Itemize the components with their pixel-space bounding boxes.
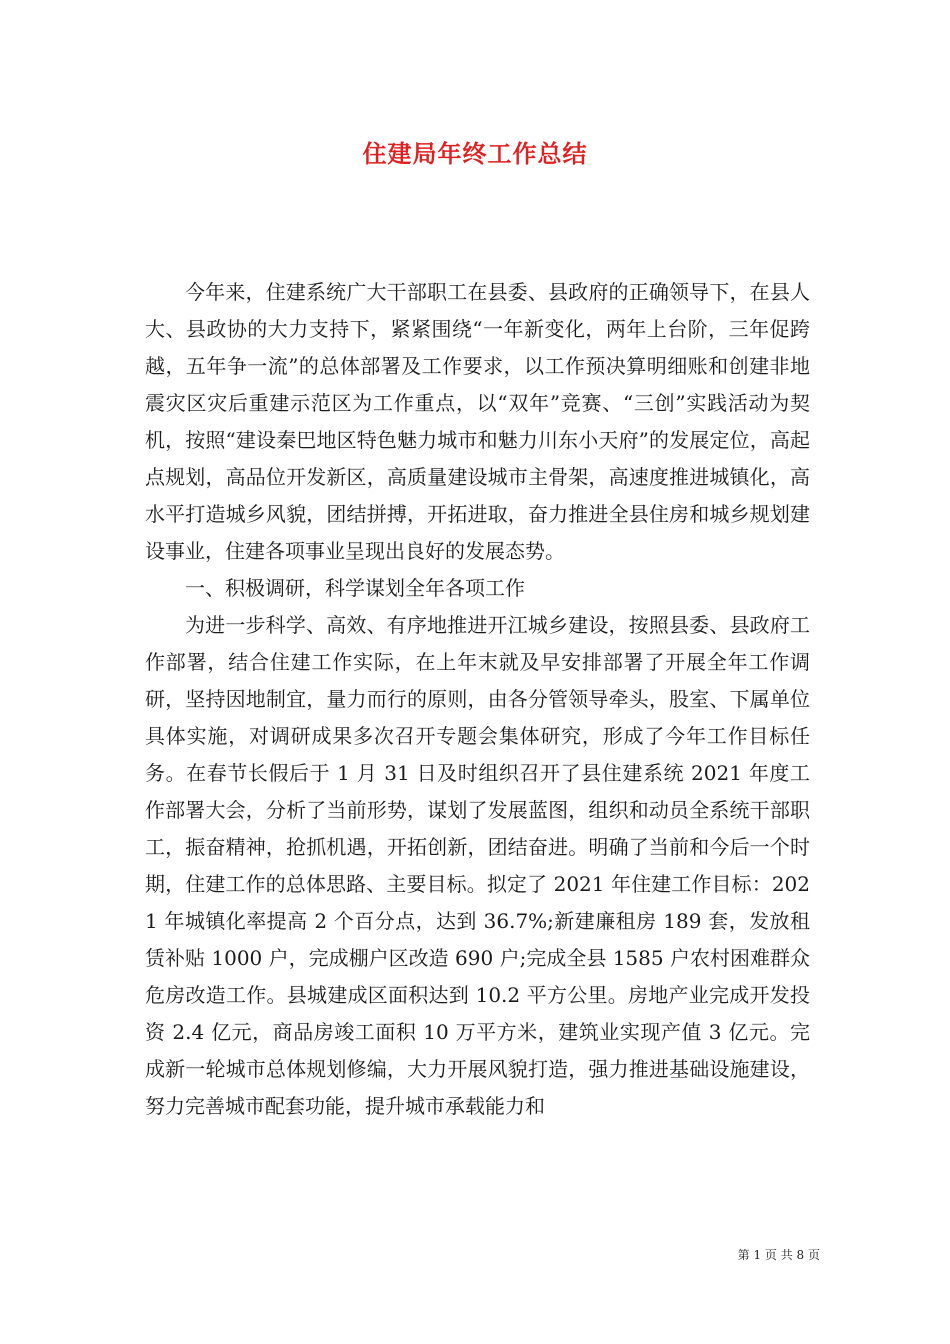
document-body <box>145 274 810 1125</box>
paragraph-intro: 今年来，住建系统广大干部职工在县委、县政府的正确领导下，在县人大、县政协的大力支持下，紧紧围绕“一年新变化，两年上台阶，三年促跨越，五年争一流”的总体部署及工作要求，以工作预决算明细账和创建非地震灾区灾后重建示范区为工作重点，以“双年”竞赛、“三创”实践活动为契机，按照“建设秦巴地区特色魅力城市和魅力川东小天府”的发展定位，高起点规划，高品位开发新区，高质量建设城市主骨架，高速度推进城镇化，高水平打造城乡风貌，团结拼搏，开拓进取，奋力推进全县住房和城乡规划建设事业，住建各项事业呈现出良好的发展态势。 <box>145 280 810 563</box>
page-number: 第 1 页 共 8 页 <box>737 1248 820 1262</box>
paragraph-section-1: 为进一步科学、高效、有序地推进开江城乡建设，按照县委、县政府工作部署，结合住建工作实际，在上年末就及早安排部署了开展全年工作调研，坚持因地制宜，量力而行的原则，由各分管领导牵头，股室、下属单位具体实施，对调研成果多次召开专题会集体研究，形成了今年工作目标任务。在春节长假后于 1 月 31 日及时组织召开了县住建系统 2021 年度工作部署大会，分析了当前形势，谋划了发展蓝图，组织和动员全系统干部职工，振奋精神，抢抓机遇，开拓创新，团结奋进。明确了当前和今后一个时期，住建工作的总体思路、主要目标。拟定了 2021 年住建工作目标：2021 年城镇化率提高 2 个百分点，达到 36.7%;新建廉租房 189 套，发放租赁补贴 1000 户，完成棚户区改造 690 户;完成全县 1585 户农村困难群众危房改造工作。县城建成区面积达到 10.2 平方公里。房地产业完成开发投资 2.4 亿元，商品房竣工面积 10 万平方米，建筑业实现产值 3 亿元。完成新一轮城市总体规划修编，大力开展风貌打造，强力推进基础设施建设，努力完善城市配套功能，提升城市承载能力和 <box>145 613 810 1118</box>
section-heading-1: 一、积极调研，科学谋划全年各项工作 <box>185 576 525 600</box>
document-title: 住建局年终工作总结 <box>362 139 588 168</box>
